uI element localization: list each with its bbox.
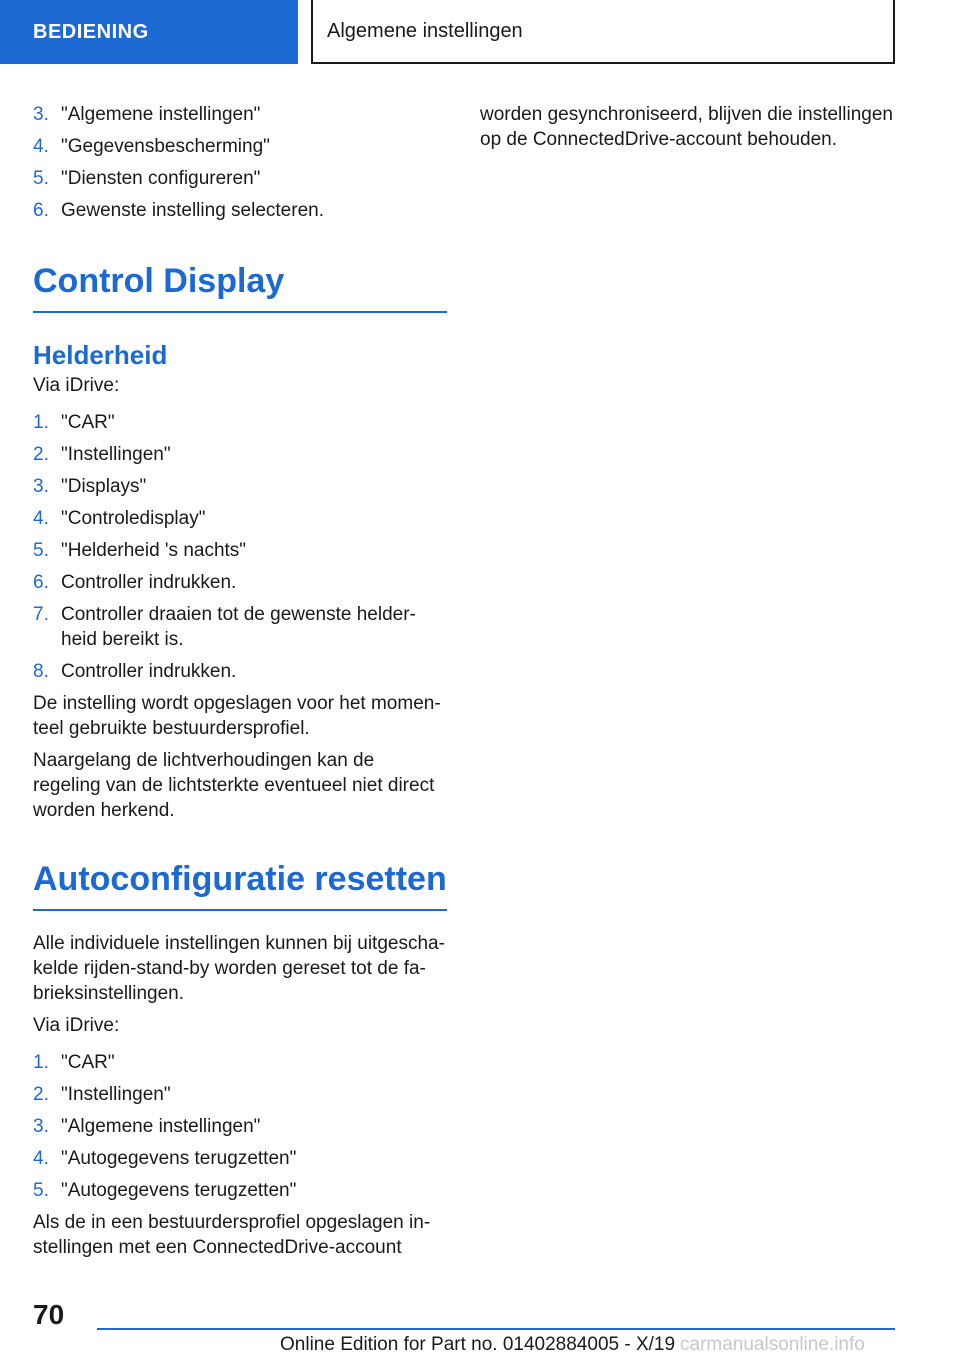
list-item <box>33 166 447 191</box>
step-text: Controller indrukken. <box>61 572 237 593</box>
left-column <box>33 102 447 1267</box>
section-tab <box>0 0 298 64</box>
watermark: carmanualsonline.info <box>680 1334 865 1355</box>
step-number: 5. <box>33 540 49 561</box>
step-text: "Autogegevens terugzetten" <box>61 1148 297 1169</box>
list-item <box>33 570 447 595</box>
step-text: Controller indrukken. <box>61 661 237 682</box>
list-item <box>33 474 447 499</box>
step-number: 2. <box>33 444 49 465</box>
brightness-steps-list <box>33 410 447 684</box>
step-number: 3. <box>33 476 49 497</box>
list-item <box>33 134 447 159</box>
reset-outro: Als de in een bestuurdersprofiel opgeslagen in-stellingen met een ConnectedDrive-account <box>33 1212 431 1258</box>
list-item <box>33 602 447 652</box>
intro-steps-list <box>33 102 447 223</box>
list-item <box>33 1050 447 1075</box>
step-number: 2. <box>33 1084 49 1105</box>
step-text: "CAR" <box>61 412 115 433</box>
list-item <box>33 1114 447 1139</box>
step-number: 6. <box>33 572 49 593</box>
step-number: 1. <box>33 412 49 433</box>
page-header <box>311 0 895 64</box>
step-text: "Helderheid 's nachts" <box>61 540 247 561</box>
step-text: Gewenste instelling selecteren. <box>61 200 324 221</box>
section-heading-reset: Autoconfiguratie resetten <box>33 859 447 911</box>
step-text: "Diensten configureren" <box>61 168 261 189</box>
subheading-brightness: Helderheid <box>33 340 168 370</box>
right-column <box>480 102 900 159</box>
step-number: 3. <box>33 1116 49 1137</box>
step-number: 3. <box>33 104 49 125</box>
step-text: "Instellingen" <box>61 444 171 465</box>
reset-outro-continued: worden gesynchroniseerd, blijven die instellingen op de ConnectedDrive-account behouden. <box>480 104 893 150</box>
list-item <box>33 1082 447 1107</box>
brightness-note-profile: De instelling wordt opgeslagen voor het momen-teel gebruikte bestuurdersprofiel. <box>33 693 441 739</box>
via-idrive-label: Via iDrive: <box>33 1015 120 1036</box>
step-number: 1. <box>33 1052 49 1073</box>
step-text: "Displays" <box>61 476 147 497</box>
reset-steps-list <box>33 1050 447 1203</box>
step-text: "Instellingen" <box>61 1084 171 1105</box>
step-number: 4. <box>33 136 49 157</box>
step-number: 5. <box>33 168 49 189</box>
step-number: 5. <box>33 1180 49 1201</box>
list-item <box>33 1178 447 1203</box>
section-label: BEDIENING <box>33 20 149 43</box>
footer-edition: Online Edition for Part no. 01402884005 - X/19 <box>280 1334 676 1355</box>
step-text: "CAR" <box>61 1052 115 1073</box>
step-text: "Algemene instellingen" <box>61 1116 261 1137</box>
step-number: 7. <box>33 604 49 625</box>
step-number: 4. <box>33 508 49 529</box>
list-item <box>33 538 447 563</box>
step-number: 8. <box>33 661 49 682</box>
list-item <box>33 659 447 684</box>
list-item <box>33 442 447 467</box>
list-item <box>33 102 447 127</box>
page-number: 70 <box>33 1299 65 1330</box>
step-number: 4. <box>33 1148 49 1169</box>
brightness-note-light: Naargelang de lichtverhoudingen kan de regeling van de lichtsterkte eventueel niet direct worden herkend. <box>33 750 435 821</box>
list-item <box>33 1146 447 1171</box>
step-text: "Gegevensbescherming" <box>61 136 270 157</box>
page-title: Algemene instellingen <box>327 19 523 42</box>
list-item <box>33 198 447 223</box>
list-item <box>33 410 447 435</box>
reset-intro: Alle individuele instellingen kunnen bij uitgescha-kelde rijden-stand-by worden gereset tot de fa-brieksinstellingen. <box>33 933 445 1004</box>
step-number: 6. <box>33 200 49 221</box>
section-heading-control-display: Control Display <box>33 261 447 313</box>
step-text: Controller draaien tot de gewenste helder-heid bereikt is. <box>61 604 416 650</box>
via-idrive-label: Via iDrive: <box>33 375 120 396</box>
step-text: "Autogegevens terugzetten" <box>61 1180 297 1201</box>
footer-divider <box>97 1328 895 1330</box>
step-text: "Algemene instellingen" <box>61 104 261 125</box>
list-item <box>33 506 447 531</box>
step-text: "Controledisplay" <box>61 508 206 529</box>
